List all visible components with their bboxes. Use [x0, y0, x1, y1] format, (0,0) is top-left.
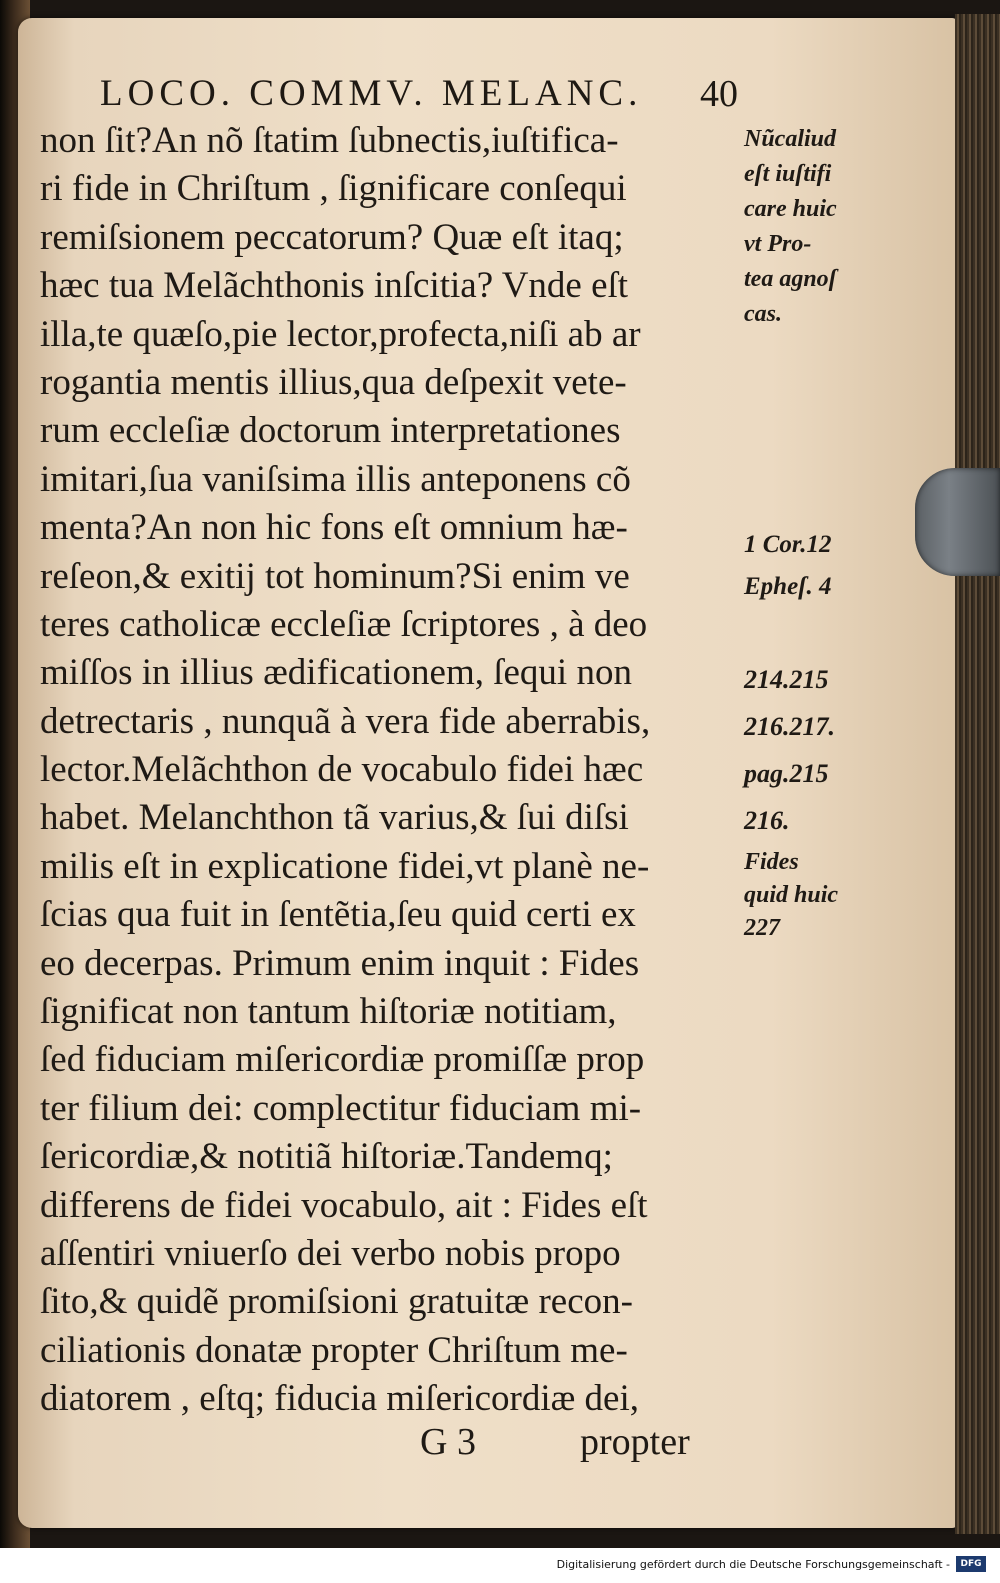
text-line: milis eſt in explicatione fidei,vt planè ne-: [40, 845, 650, 887]
text-line: non ſit?An nõ ſtatim ſubnectis,iuſtifica-: [40, 120, 619, 161]
margin-note-line: Epheſ. 4: [744, 573, 832, 600]
running-title: LOCO. COMMV. MELANC.: [100, 73, 643, 114]
text-line: imitari,ſua vaniſsima illis anteponens cõ: [40, 458, 631, 500]
text-line: ſignificat non tantum hiſtoriæ notitiam,: [40, 991, 617, 1033]
text-line: lector.Melãchthon de vocabulo fidei hæc: [40, 749, 644, 791]
metal-clasp: [915, 468, 1000, 576]
credit-text: Digitalisierung gefördert durch die Deutsche Forschungsgemeinschaft -: [556, 1558, 950, 1571]
text-line: ſcias qua fuit in ſentẽtia,ſeu quid certi ex: [40, 894, 636, 936]
margin-note-scripture-refs: [744, 524, 874, 608]
text-line: miſſos in illius ædificationem, ſequi non: [40, 652, 632, 694]
page-fore-edge: [955, 14, 1000, 1534]
page-footer: [420, 1420, 740, 1470]
text-line: illa,te quæſo,pie lector,profecta,niſi ab ar: [40, 313, 641, 355]
text-line: remiſsionem peccatorum? Quæ eſt itaq;: [40, 216, 624, 258]
text-line: ter filium dei: complectitur fiduciam mi-: [40, 1087, 642, 1129]
text-line: aſſentiri vniuerſo dei verbo nobis propo: [40, 1232, 621, 1274]
margin-note-line: 214.215: [744, 665, 829, 694]
margin-note-line: 216.217.: [744, 712, 835, 741]
text-line: ſericordiæ,& notitiã hiſtoriæ.Tandemq;: [40, 1136, 613, 1178]
text-line: rogantia mentis illius,qua deſpexit vete-: [40, 361, 627, 403]
signature-mark: G 3: [420, 1421, 476, 1463]
text-line: differens de fidei vocabulo, ait : Fides eſt: [40, 1184, 648, 1226]
margin-note-line: cas.: [744, 301, 782, 327]
text-line: reſeon,& exitij tot hominum?Si enim ve: [40, 555, 630, 597]
margin-note-line: 227: [744, 915, 780, 941]
text-line: habet. Melanchthon tã varius,& ſui diſsi: [40, 797, 629, 839]
margin-note-line: vt Pro-: [744, 231, 812, 257]
margin-note-line: tea agnoſ: [744, 266, 837, 292]
margin-note-line: care huic: [744, 196, 837, 222]
text-line: detrectaris , nunquã à vera fide aberrabis,: [40, 700, 651, 742]
page-header: [100, 72, 760, 122]
margin-note-line: quid huic: [744, 882, 839, 908]
margin-note-nunc-aliud: [744, 122, 874, 332]
main-text-block: [40, 117, 740, 1424]
dfg-logo-icon: DFG: [956, 1556, 986, 1572]
margin-note-line: Fides: [744, 849, 799, 875]
margin-note-line: pag.215: [744, 759, 829, 788]
margin-note-line: 1 Cor.12: [744, 531, 832, 558]
margin-note-fides: [744, 846, 874, 945]
margin-note-line: eſt iuſtifi: [744, 161, 832, 187]
text-line: eo decerpas. Primum enim inquit : Fides: [40, 942, 640, 984]
text-line: hæc tua Melãchthonis inſcitia? Vnde eſt: [40, 265, 629, 307]
margin-note-line: Nũcaliud: [744, 126, 837, 152]
margin-note-line: 216.: [744, 806, 790, 835]
text-line: ri fide in Chriſtum , ſignificare conſequi: [40, 168, 627, 210]
text-line: diatorem , eſtq; fiducia miſericordiæ dei,: [40, 1378, 640, 1420]
text-line: ſed fiduciam miſericordiæ promiſſæ prop: [40, 1039, 645, 1081]
digitization-credit-bar: [0, 1548, 1000, 1583]
text-line: ciliationis donatæ propter Chriſtum me-: [40, 1329, 628, 1371]
margin-note-page-refs: [744, 656, 874, 844]
catchword: propter: [580, 1421, 690, 1463]
text-line: ſito,& quidẽ promiſsioni gratuitæ recon-: [40, 1281, 633, 1323]
text-line: teres catholicæ eccleſiæ ſcriptores , à deo: [40, 603, 648, 645]
page-number: 40: [700, 73, 738, 115]
text-line: rum eccleſiæ doctorum interpretationes: [40, 410, 621, 452]
text-line: menta?An non hic fons eſt omnium hæ-: [40, 507, 628, 549]
